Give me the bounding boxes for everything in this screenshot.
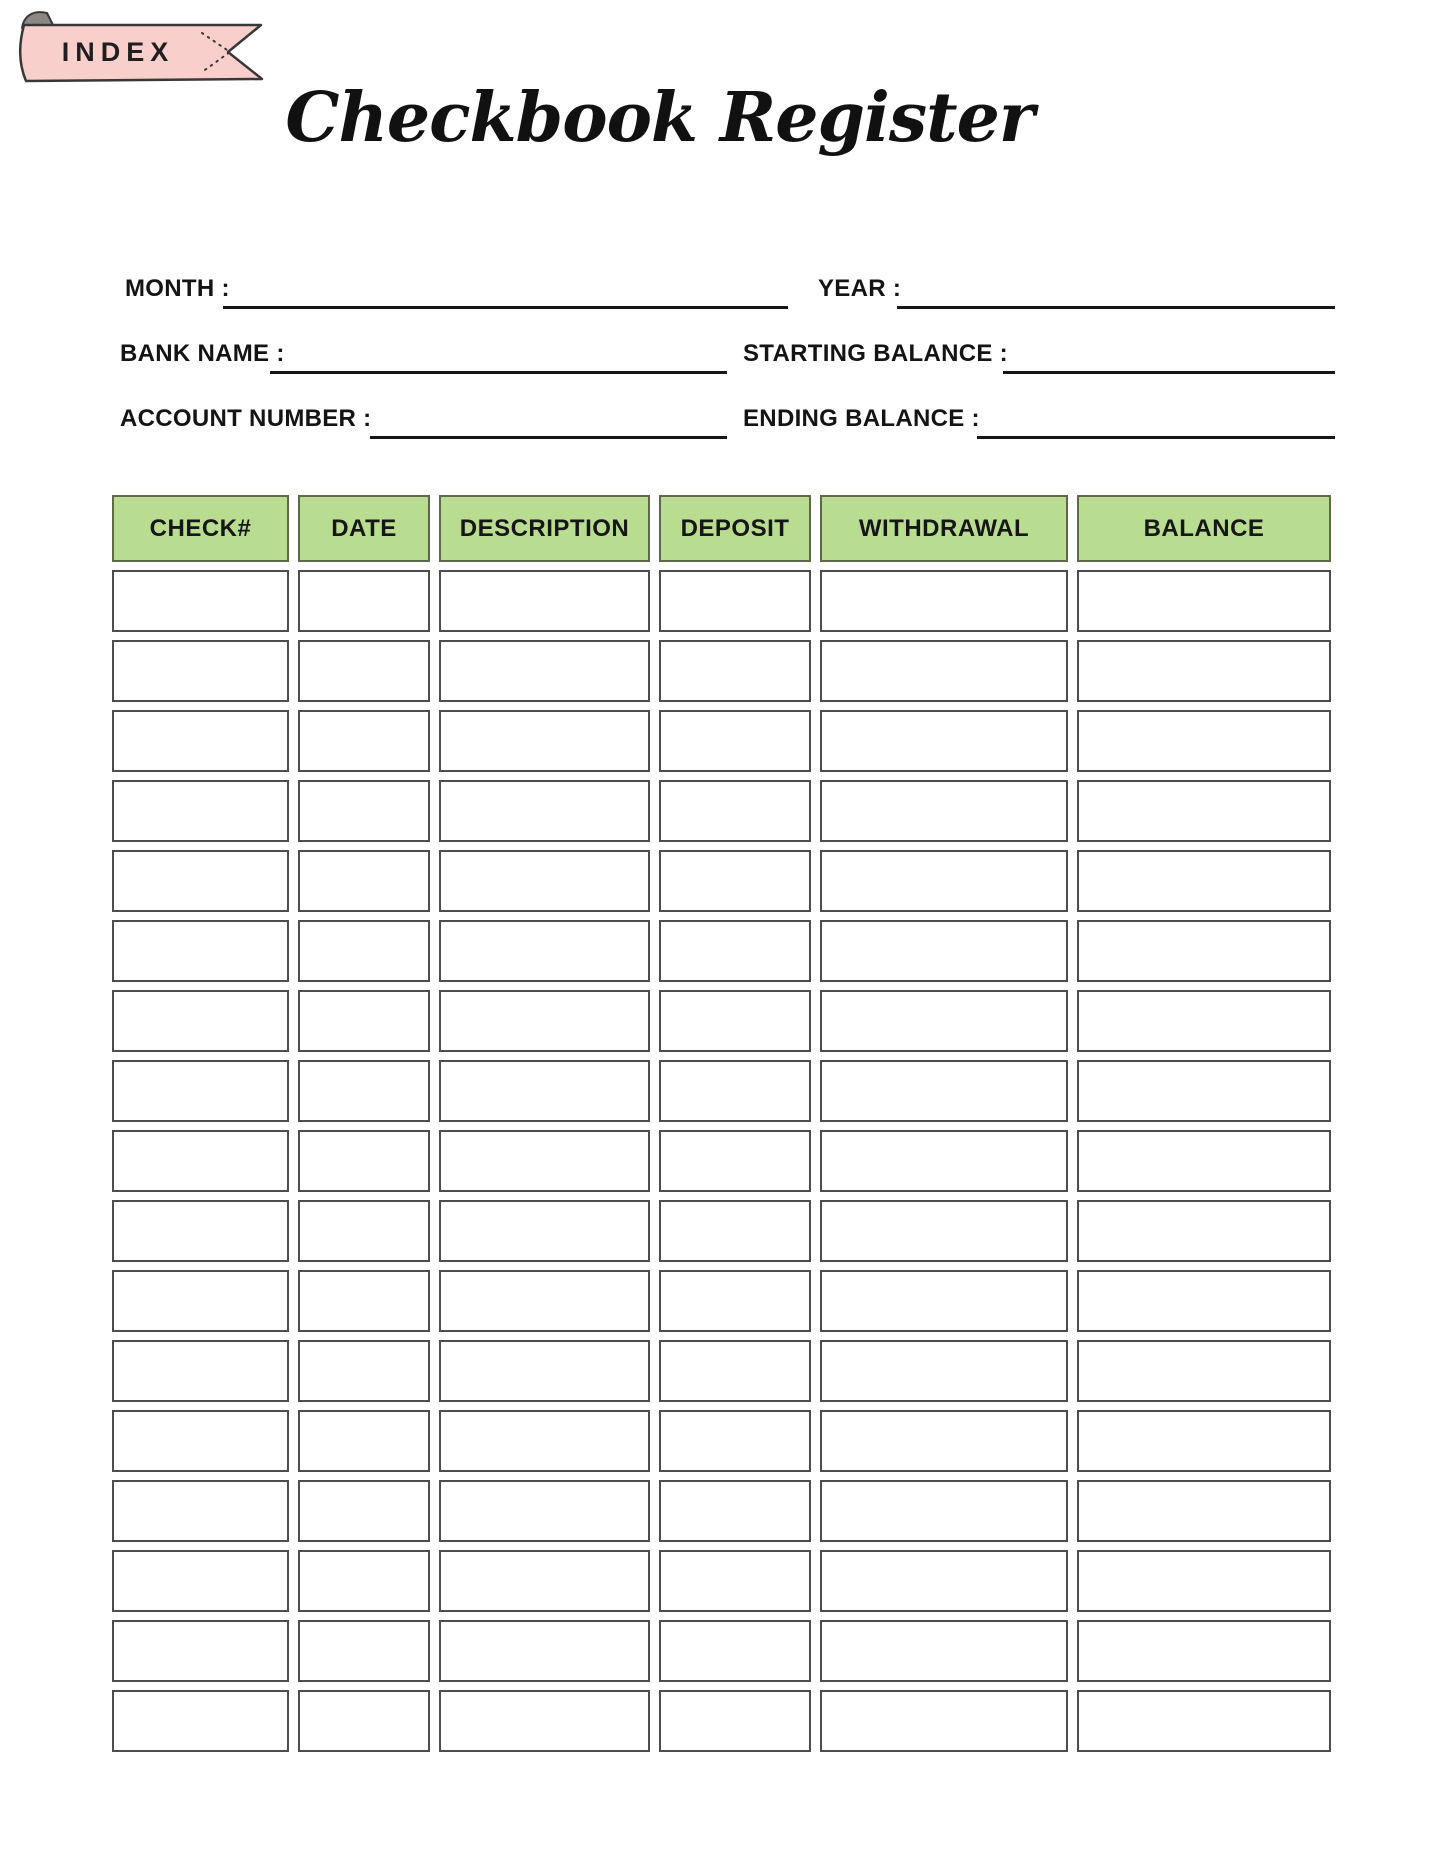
table-cell[interactable]	[298, 570, 430, 632]
table-cell[interactable]	[820, 710, 1068, 772]
table-cell[interactable]	[659, 780, 811, 842]
table-cell[interactable]	[820, 1340, 1068, 1402]
table-cell[interactable]	[1077, 1690, 1331, 1752]
table-cell[interactable]	[112, 920, 289, 982]
table-cell[interactable]	[298, 780, 430, 842]
table-cell[interactable]	[659, 1690, 811, 1752]
table-cell[interactable]	[1077, 1270, 1331, 1332]
table-cell[interactable]	[298, 1130, 430, 1192]
table-cell[interactable]	[112, 640, 289, 702]
table-cell[interactable]	[1077, 990, 1331, 1052]
table-cell[interactable]	[298, 850, 430, 912]
index-ribbon-label: INDEX	[61, 37, 175, 67]
table-cell[interactable]	[298, 1200, 430, 1262]
bank-name-field[interactable]	[270, 340, 727, 374]
column-header-balance: BALANCE	[1077, 495, 1331, 562]
table-cell[interactable]	[659, 920, 811, 982]
table-cell[interactable]	[659, 1410, 811, 1472]
table-cell[interactable]	[659, 640, 811, 702]
table-cell[interactable]	[112, 1270, 289, 1332]
table-cell[interactable]	[298, 990, 430, 1052]
table-body	[112, 570, 1331, 1752]
table-cell[interactable]	[820, 990, 1068, 1052]
table-cell[interactable]	[659, 1270, 811, 1332]
table-cell[interactable]	[659, 1550, 811, 1612]
table-cell[interactable]	[659, 710, 811, 772]
table-cell[interactable]	[820, 780, 1068, 842]
table-cell[interactable]	[112, 1340, 289, 1402]
year-label: YEAR :	[818, 275, 902, 302]
table-cell[interactable]	[820, 1270, 1068, 1332]
column-header-deposit: DEPOSIT	[659, 495, 811, 562]
table-cell[interactable]	[659, 1480, 811, 1542]
table-cell[interactable]	[659, 570, 811, 632]
table-cell[interactable]	[820, 1620, 1068, 1682]
table-cell[interactable]	[820, 1130, 1068, 1192]
table-cell[interactable]	[112, 990, 289, 1052]
column-header-description: DESCRIPTION	[439, 495, 650, 562]
table-cell[interactable]	[820, 850, 1068, 912]
index-ribbon[interactable]	[16, 6, 268, 88]
table-cell[interactable]	[112, 850, 289, 912]
table-cell[interactable]	[112, 1130, 289, 1192]
table-cell[interactable]	[659, 1620, 811, 1682]
table-cell[interactable]	[112, 1480, 289, 1542]
table-cell[interactable]	[659, 1130, 811, 1192]
table-header-row	[112, 495, 1331, 562]
table-cell[interactable]	[298, 710, 430, 772]
table-cell[interactable]	[439, 1130, 650, 1192]
table-cell[interactable]	[1077, 1060, 1331, 1122]
table-cell[interactable]	[439, 1200, 650, 1262]
table-cell[interactable]	[298, 1480, 430, 1542]
checkbook-register-table	[112, 495, 1331, 1752]
table-cell[interactable]	[659, 1200, 811, 1262]
table-cell[interactable]	[820, 570, 1068, 632]
table-cell[interactable]	[298, 1690, 430, 1752]
table-cell[interactable]	[439, 640, 650, 702]
table-cell[interactable]	[439, 850, 650, 912]
account-number-field[interactable]	[370, 405, 727, 439]
starting-balance-field[interactable]	[1003, 340, 1335, 374]
table-cell[interactable]	[820, 1550, 1068, 1612]
month-field[interactable]	[223, 275, 788, 309]
ending-balance-label: ENDING BALANCE :	[743, 405, 980, 432]
table-cell[interactable]	[1077, 710, 1331, 772]
table-cell[interactable]	[659, 850, 811, 912]
table-cell[interactable]	[1077, 1200, 1331, 1262]
table-cell[interactable]	[439, 780, 650, 842]
starting-balance-label: STARTING BALANCE :	[743, 340, 1008, 367]
table-cell[interactable]	[439, 710, 650, 772]
table-cell[interactable]	[439, 920, 650, 982]
table-cell[interactable]	[112, 570, 289, 632]
table-cell[interactable]	[439, 990, 650, 1052]
table-cell[interactable]	[439, 1690, 650, 1752]
month-label: MONTH :	[125, 275, 230, 302]
table-cell[interactable]	[298, 1550, 430, 1612]
table-cell[interactable]	[439, 1270, 650, 1332]
table-cell[interactable]	[1077, 1480, 1331, 1542]
table-cell[interactable]	[298, 1410, 430, 1472]
table-cell[interactable]	[659, 990, 811, 1052]
column-header-date: DATE	[298, 495, 430, 562]
table-cell[interactable]	[298, 1340, 430, 1402]
table-cell[interactable]	[298, 1620, 430, 1682]
table-cell[interactable]	[112, 710, 289, 772]
table-cell[interactable]	[820, 1690, 1068, 1752]
table-cell[interactable]	[1077, 570, 1331, 632]
table-cell[interactable]	[820, 1410, 1068, 1472]
table-cell[interactable]	[112, 1620, 289, 1682]
table-cell[interactable]	[820, 1480, 1068, 1542]
table-cell[interactable]	[298, 1060, 430, 1122]
table-cell[interactable]	[112, 1060, 289, 1122]
account-number-label: ACCOUNT NUMBER :	[120, 405, 372, 432]
table-cell[interactable]	[439, 570, 650, 632]
table-cell[interactable]	[820, 1200, 1068, 1262]
table-cell[interactable]	[1077, 1620, 1331, 1682]
table-cell[interactable]	[820, 1060, 1068, 1122]
table-cell[interactable]	[659, 1060, 811, 1122]
table-cell[interactable]	[1077, 920, 1331, 982]
table-cell[interactable]	[820, 640, 1068, 702]
table-cell[interactable]	[1077, 1410, 1331, 1472]
column-header-withdrawal: WITHDRAWAL	[820, 495, 1068, 562]
table-cell[interactable]	[112, 1410, 289, 1472]
table-cell[interactable]	[1077, 780, 1331, 842]
table-cell[interactable]	[1077, 640, 1331, 702]
table-cell[interactable]	[820, 920, 1068, 982]
table-cell[interactable]	[439, 1340, 650, 1402]
table-cell[interactable]	[439, 1480, 650, 1542]
year-field[interactable]	[897, 275, 1335, 309]
table-cell[interactable]	[1077, 1340, 1331, 1402]
table-cell[interactable]	[298, 640, 430, 702]
table-cell[interactable]	[439, 1060, 650, 1122]
column-header-check: CHECK#	[112, 495, 289, 562]
table-cell[interactable]	[112, 1550, 289, 1612]
table-cell[interactable]	[1077, 850, 1331, 912]
table-cell[interactable]	[112, 1200, 289, 1262]
table-cell[interactable]	[659, 1340, 811, 1402]
ending-balance-field[interactable]	[977, 405, 1335, 439]
page-title: Checkbook Register	[285, 78, 1034, 158]
table-cell[interactable]	[439, 1620, 650, 1682]
table-cell[interactable]	[439, 1550, 650, 1612]
bank-name-label: BANK NAME :	[120, 340, 285, 367]
table-cell[interactable]	[298, 920, 430, 982]
table-cell[interactable]	[298, 1270, 430, 1332]
table-cell[interactable]	[1077, 1130, 1331, 1192]
table-cell[interactable]	[112, 1690, 289, 1752]
table-cell[interactable]	[439, 1410, 650, 1472]
table-cell[interactable]	[1077, 1550, 1331, 1612]
table-cell[interactable]	[112, 780, 289, 842]
